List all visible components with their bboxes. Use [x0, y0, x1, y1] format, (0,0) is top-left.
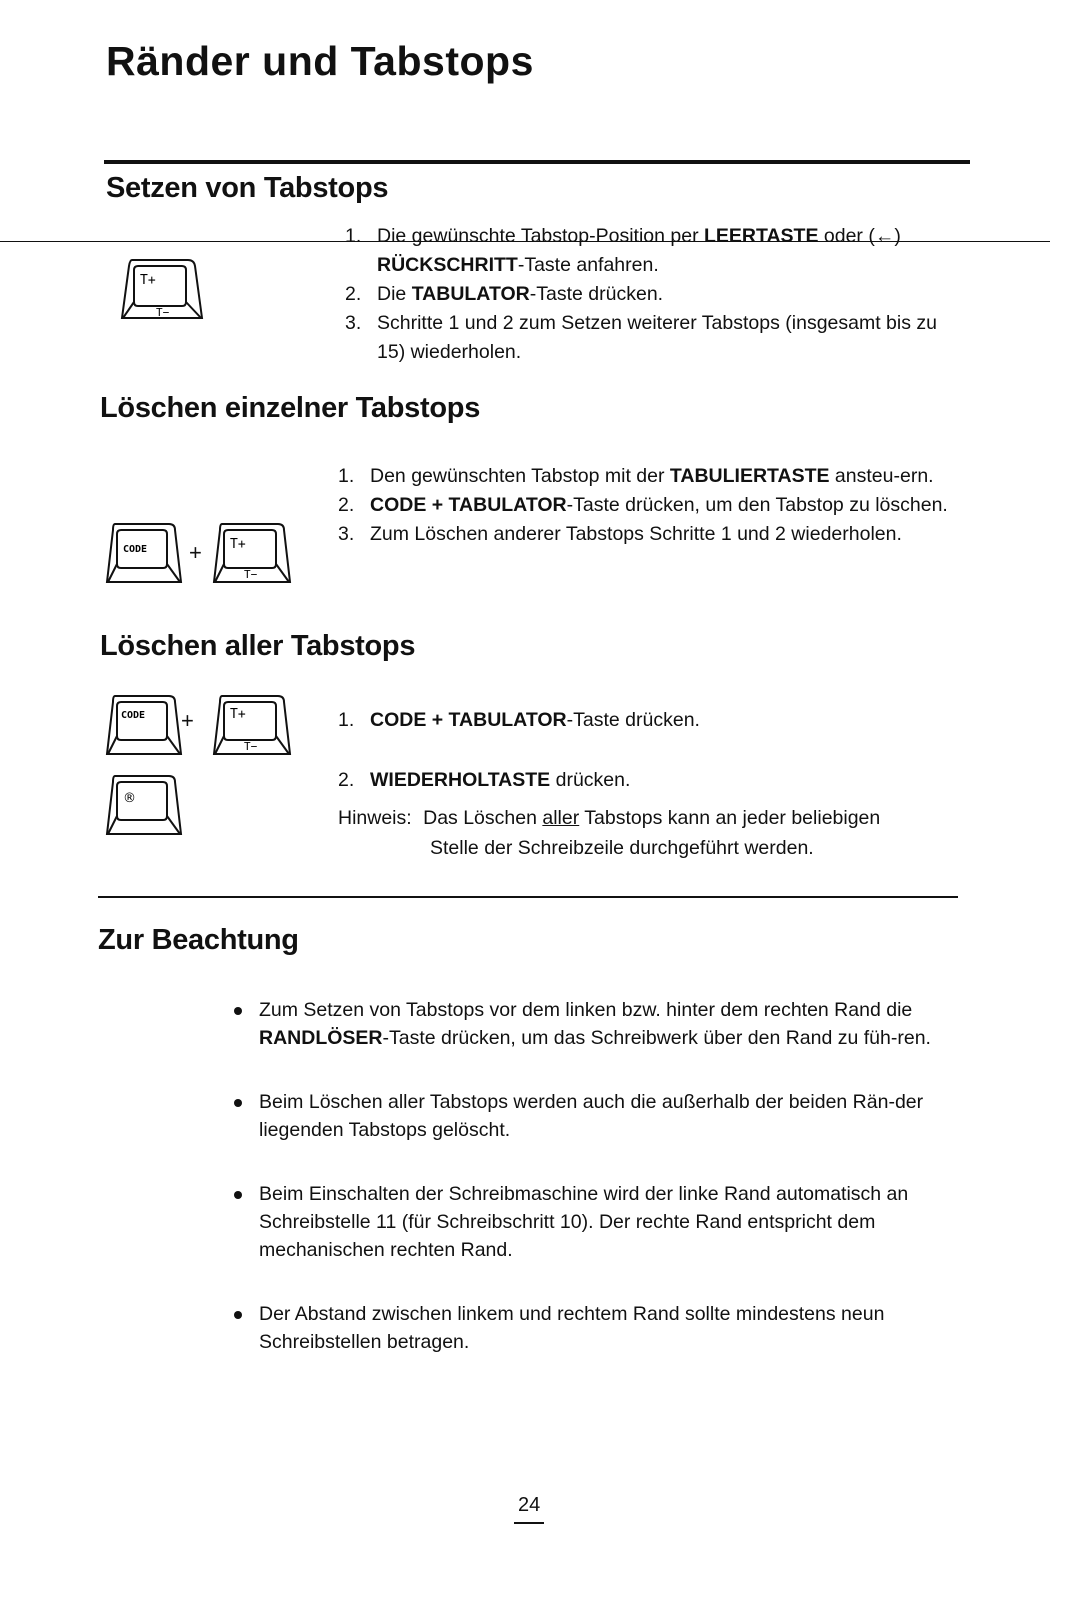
bullet-text: Beim Löschen aller Tabstops werden auch die außerhalb der beiden Rän-der liegenden Tabstops gelöscht. [259, 1091, 924, 1141]
step-text: -Taste anfahren. [517, 254, 659, 276]
page-number: 24 [518, 1494, 541, 1516]
page-title: Ränder und Tabstops [106, 38, 534, 84]
note-label: Hinweis: [338, 807, 412, 829]
step-number: 2. [345, 283, 362, 305]
tab-key-icon [118, 256, 208, 324]
list-item [345, 251, 965, 280]
tab-key-top-label: T+ [140, 273, 156, 288]
plus-sign: + [181, 708, 194, 733]
step-number: 2. [338, 769, 355, 791]
step-key: CODE + TABULATOR [370, 709, 567, 731]
steps-loeschen-einzeln [338, 462, 964, 549]
list-item [234, 1300, 964, 1356]
step-key: CODE + TABULATOR [370, 494, 567, 516]
tab-key-bottom-label: T− [244, 740, 258, 753]
tab-key-bottom-label: T− [156, 306, 170, 319]
step-text: oder (←) [818, 225, 901, 247]
step-text: ansteu-ern. [829, 465, 934, 487]
step-text: drücken. [550, 769, 631, 791]
step-number: 2. [338, 494, 355, 516]
section-rule-top [104, 160, 970, 164]
list-item [345, 222, 965, 251]
tab-key-top-label: T+ [230, 707, 246, 722]
note-line-2: Stelle der Schreibzeile durchgeführt werden. [430, 837, 814, 859]
note-line-1 [338, 804, 964, 833]
section-rule-bottom [98, 896, 958, 898]
bullet-icon [234, 1311, 242, 1319]
step-number: 1. [345, 225, 362, 247]
bullet-text: Der Abstand zwischen linkem und rechtem Rand sollte mindestens neun Schreibstellen betragen. [259, 1303, 885, 1353]
step-key: WIEDERHOLTASTE [370, 769, 551, 791]
beachtung-list [234, 996, 964, 1392]
bullet-text: Zum Setzen von Tabstops vor dem linken bzw. hinter dem rechten Rand die [259, 999, 913, 1021]
list-item [338, 491, 964, 520]
step-key: RÜCKSCHRITT [377, 254, 518, 276]
tab-key-bottom-label: T− [244, 568, 258, 581]
steps-loeschen-alle-2 [338, 766, 964, 795]
bullet-text: Beim Einschalten der Schreibmaschine wird der linke Rand automatisch an Schreibstelle 11 (für Schreibschritt 10). Der rechte Rand entspricht dem mechanischen rechten Rand. [259, 1183, 909, 1261]
note-text: Tabstops kann an jeder beliebigen [579, 807, 881, 829]
list-item [338, 766, 964, 795]
tab-key-icon [210, 520, 296, 588]
list-item [338, 706, 964, 735]
code-key-icon [103, 692, 187, 760]
plus-sign: + [189, 540, 202, 565]
bullet-icon [234, 1099, 242, 1107]
code-key-label: CODE [121, 710, 146, 721]
list-item [345, 280, 965, 309]
step-text: -Taste drücken. [566, 709, 700, 731]
step-text: Zum Löschen anderer Tabstops Schritte 1 und 2 wiederholen. [370, 523, 902, 545]
heading-setzen: Setzen von Tabstops [106, 172, 389, 204]
note-text: Das Löschen [423, 807, 543, 829]
repeat-key-label: ® [123, 791, 136, 806]
steps-loeschen-alle-1 [338, 706, 964, 735]
step-number: 1. [338, 709, 355, 731]
heading-loeschen-einzeln: Löschen einzelner Tabstops [100, 392, 481, 424]
step-number: 3. [345, 312, 362, 334]
step-key: LEERTASTE [704, 225, 819, 247]
step-text: Die [377, 283, 412, 305]
tab-key-icon [210, 692, 296, 760]
bullet-key: RANDLÖSER [259, 1027, 383, 1049]
bullet-icon [234, 1007, 242, 1015]
step-number: 1. [338, 465, 355, 487]
bullet-text: -Taste drücken, um das Schreibwerk über den Rand zu füh-ren. [382, 1027, 931, 1049]
step-text: Den gewünschten Tabstop mit der [370, 465, 670, 487]
list-item [234, 996, 964, 1052]
code-key-label: CODE [123, 544, 148, 555]
code-key-icon [103, 520, 187, 588]
list-item [345, 309, 965, 367]
list-item [338, 520, 964, 549]
list-item [234, 1088, 964, 1144]
page-number-underline [514, 1522, 544, 1524]
tab-key-top-label: T+ [230, 537, 246, 552]
step-key: TABULATOR [411, 283, 530, 305]
list-item [234, 1180, 964, 1264]
step-text: Die gewünschte Tabstop-Position per [377, 225, 704, 247]
steps-setzen [345, 222, 965, 367]
repeat-key-icon [103, 772, 187, 840]
step-number: 3. [338, 523, 355, 545]
heading-beachtung: Zur Beachtung [98, 924, 299, 956]
step-key: TABULIERTASTE [669, 465, 830, 487]
step-text: -Taste drücken, um den Tabstop zu löschen. [566, 494, 948, 516]
bullet-icon [234, 1191, 242, 1199]
heading-loeschen-alle: Löschen aller Tabstops [100, 630, 416, 662]
list-item [338, 462, 964, 491]
step-text: -Taste drücken. [529, 283, 664, 305]
note-underlined: aller [542, 807, 580, 829]
step-text: Schritte 1 und 2 zum Setzen weiterer Tabstops (insgesamt bis zu 15) wiederholen. [377, 312, 937, 363]
